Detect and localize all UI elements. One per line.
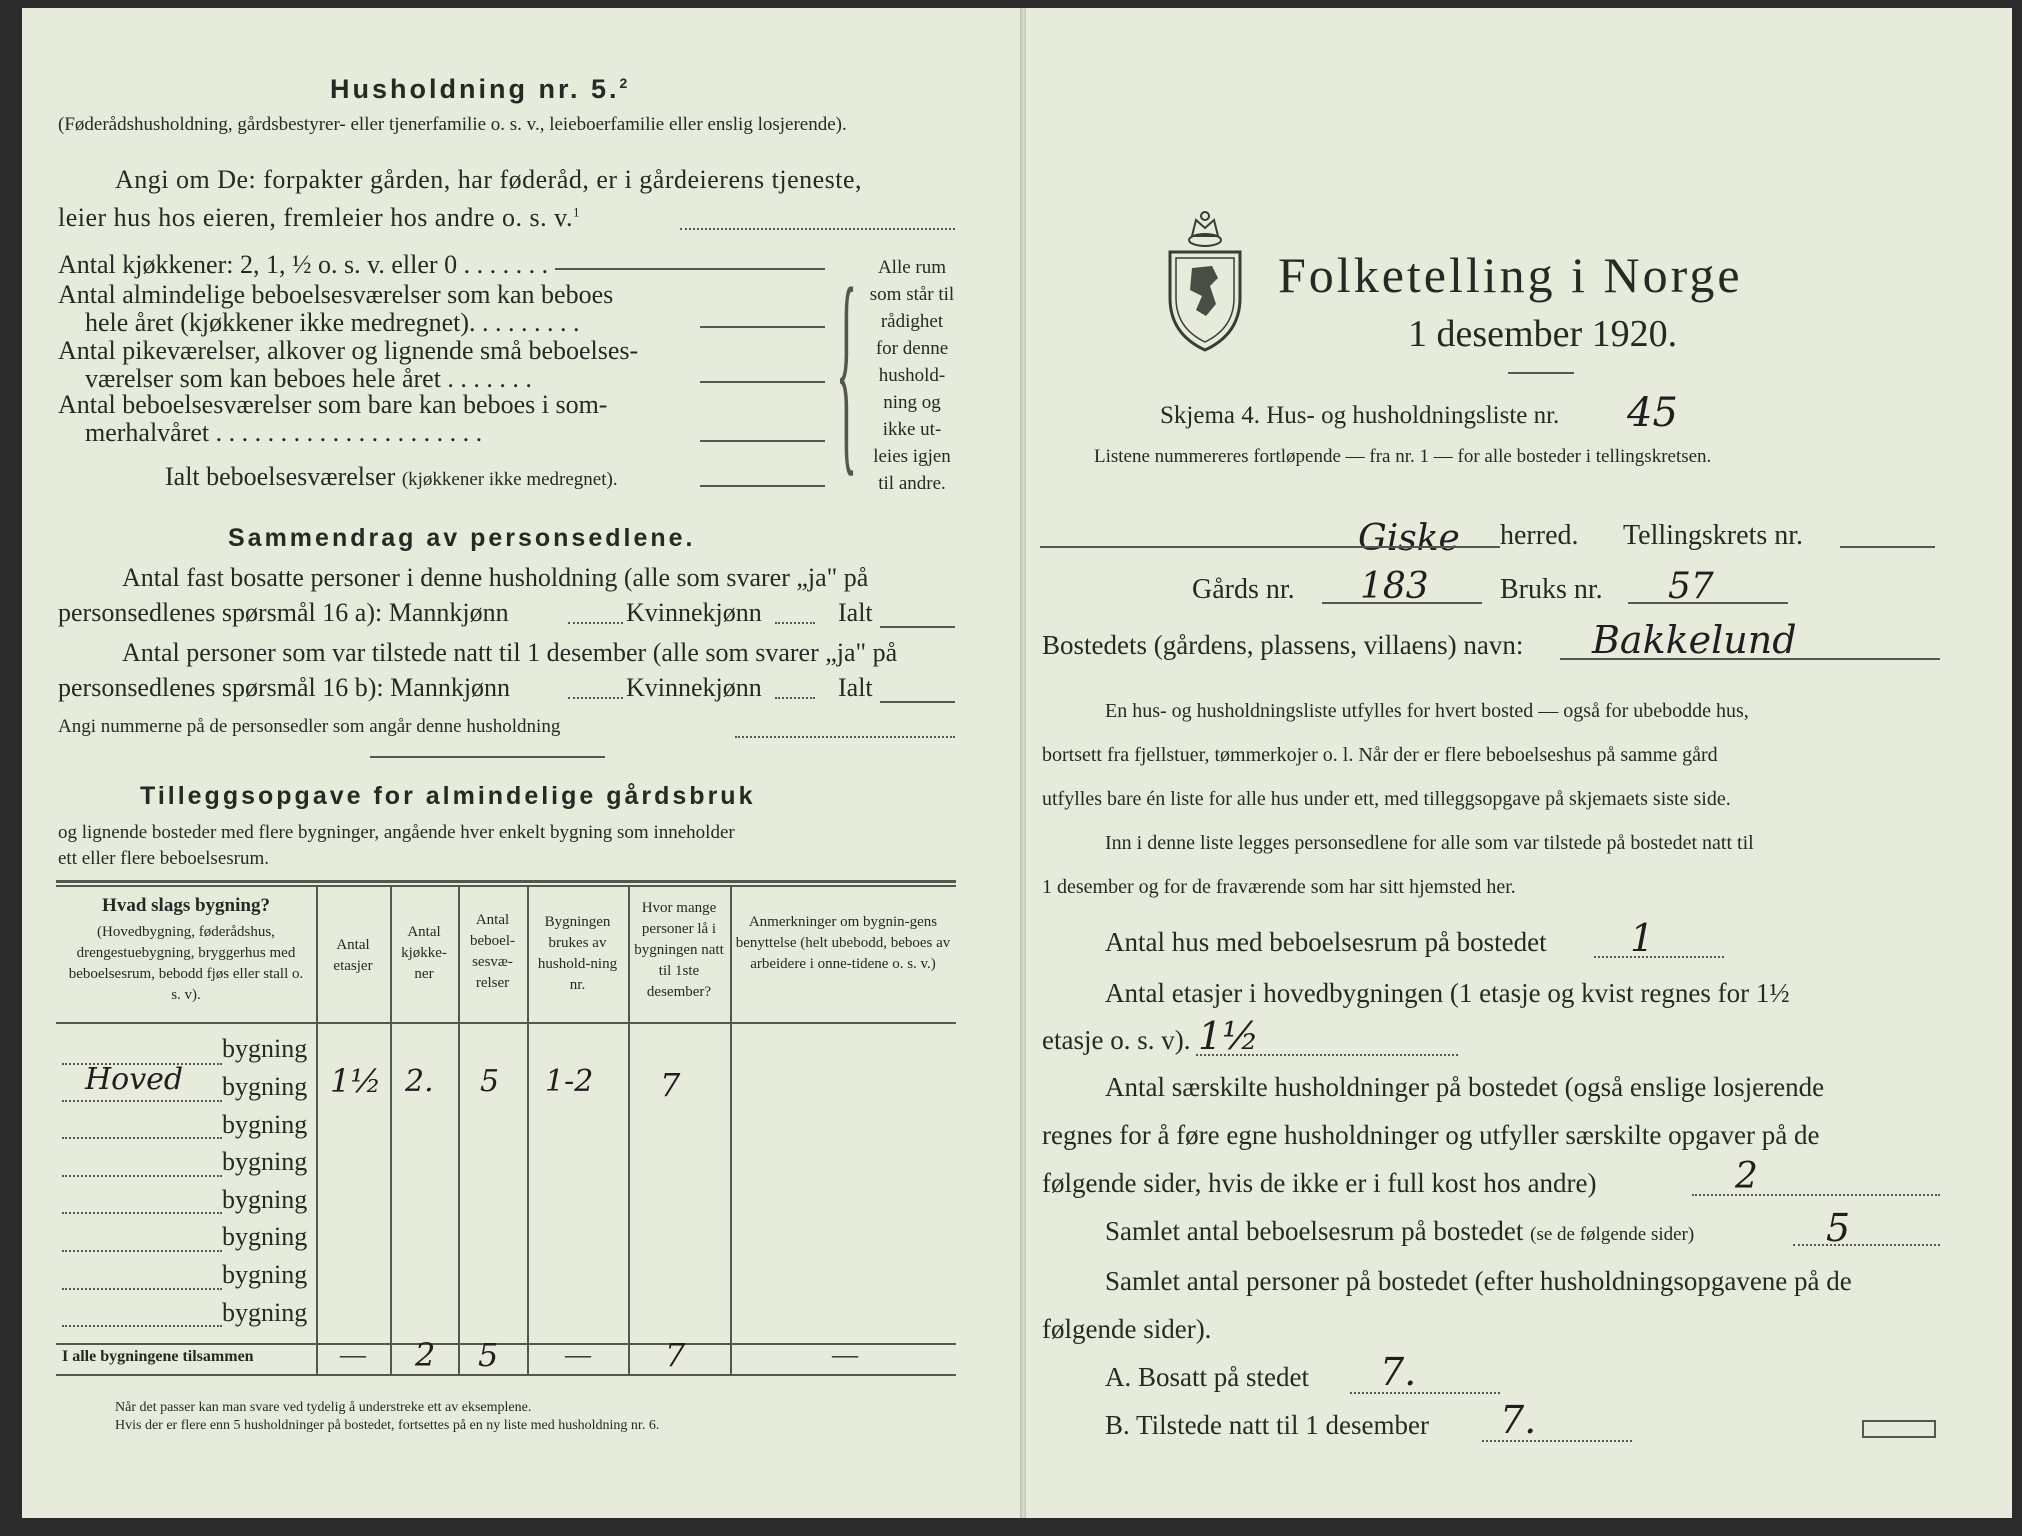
angi-line-1: Angi om De: forpakter gården, har føderåd, er i gårdeierens tjeneste, [115, 165, 863, 194]
table-top-rule-2 [56, 885, 956, 887]
summary-a-line-1: Antal fast bosatte personer i denne husholdning (alle som svarer „ja" på [122, 563, 869, 592]
table-header-rule [56, 1022, 956, 1024]
samlet-pers-line-1: Samlet antal personer på bostedet (efter husholdningsopgavene på de [1105, 1266, 1852, 1296]
census-title: Folketelling i Norge [1278, 247, 1743, 303]
hush-line-2: regnes for å føre egne husholdninger og utfyller særskilte opgaver på de [1042, 1120, 1820, 1150]
table-bottom-rule [56, 1374, 956, 1376]
herred-fill[interactable] [1040, 546, 1500, 548]
row-5-suffix: bygning [222, 1185, 308, 1214]
col-divider-6 [730, 885, 732, 1374]
skjema-number: 45 [1627, 390, 1678, 436]
rooms-line-5: værelser som kan beboes hele året . . . . . . . [85, 364, 532, 393]
col-divider-5 [628, 885, 630, 1374]
summary-b-male-fill[interactable] [568, 697, 623, 699]
rooms-line-7: merhalvåret . . . . . . . . . . . . . . . . . . . . . [85, 418, 483, 447]
antal-hus-value: 1 [1630, 916, 1655, 960]
summary-a-line-2: personsedlenes spørsmål 16 a): Mannkjønn [58, 598, 509, 627]
summary-b-female-label: Kvinnekjønn [626, 673, 762, 702]
bruks-label: Bruks nr. [1500, 574, 1603, 605]
rooms-fill-1[interactable] [700, 326, 825, 328]
col-divider-1 [316, 885, 318, 1374]
rooms-brace: { [836, 242, 858, 498]
tilstede-fill[interactable] [1482, 1440, 1632, 1442]
hush-line-3: følgende sider, hvis de ikke er i full kost hos andre) [1042, 1168, 1597, 1198]
tillegg-text-2: ett eller flere beboelsesrum. [58, 848, 270, 869]
census-date: 1 desember 1920. [1408, 313, 1678, 355]
bosatt-label: A. Bosatt på stedet [1105, 1362, 1309, 1392]
samlet-rum-value: 5 [1826, 1206, 1851, 1250]
rooms-line-4: Antal pikeværelser, alkover og lignende små beboelses- [58, 336, 639, 365]
nummerne-line: Angi nummerne på de personsedler som angår denne husholdning [58, 716, 561, 737]
gards-fill[interactable] [1322, 602, 1482, 604]
bosted-value: Bakkelund [1592, 618, 1797, 662]
bosatt-value: 7. [1380, 1350, 1417, 1394]
herred-value: Giske [1358, 518, 1460, 559]
total-husholdning: — [565, 1340, 591, 1369]
herred-label: herred. [1500, 520, 1579, 551]
gards-value: 183 [1360, 566, 1429, 607]
th-kjokkener: Antal kjøkke-ner [401, 924, 447, 982]
rooms-fill-3[interactable] [700, 440, 825, 442]
col-divider-3 [458, 885, 460, 1374]
th-anmerkninger: Anmerkninger om bygnin-gens benyttelse (helt ubebodd, beboes av arbeidere i onne-tidene o. s. v.) [735, 914, 951, 972]
row-4-suffix: bygning [222, 1147, 308, 1176]
rooms-line-3: hele året (kjøkkener ikke medregnet). . . . . . . . . [85, 308, 580, 337]
summary-a-ialt-fill[interactable] [880, 626, 955, 628]
row-3-suffix: bygning [222, 1110, 308, 1139]
row-8-suffix: bygning [222, 1298, 308, 1327]
para1-line-3: utfylles bare én liste for alle hus under ett, med tilleggsopgave på skjemaets siste side. [1042, 788, 1731, 810]
bruks-value: 57 [1668, 566, 1714, 607]
summary-b-line-2: personsedlenes spørsmål 16 b): Mannkjønn [58, 673, 511, 702]
th-personer: Hvor mange personer lå i bygningen natt til 1ste desember? [634, 900, 724, 1000]
nummerne-underline [370, 756, 605, 758]
bosatt-fill[interactable] [1350, 1392, 1500, 1394]
samlet-rum-fill[interactable] [1793, 1244, 1940, 1246]
summary-title: Sammendrag av personsedlene. [228, 524, 696, 552]
kitchen-fill[interactable] [555, 268, 825, 270]
summary-a-female-fill[interactable] [775, 622, 815, 624]
tillegg-title: Tilleggsopgave for almindelige gårdsbruk [140, 782, 756, 810]
antal-hus-label: Antal hus med beboelsesrum på bostedet [1105, 927, 1547, 957]
etasjer-line-2: etasje o. s. v). [1042, 1025, 1191, 1055]
tellingskrets-label: Tellingskrets nr. [1623, 520, 1804, 551]
row-2-etasjer: 1½ [330, 1062, 382, 1100]
household-title: Husholdning nr. 5.$^2$ [330, 74, 631, 104]
row-2-personer: 7 [660, 1066, 681, 1104]
summary-a-female-label: Kvinnekjønn [626, 598, 762, 627]
tilstede-label: B. Tilstede natt til 1 desember [1105, 1410, 1429, 1440]
total-kjokkener: 2 [415, 1336, 436, 1374]
total-etasjer: — [340, 1340, 366, 1369]
total-label: I alle bygningene tilsammen [62, 1348, 254, 1365]
row-2-kjokkener: 2. [405, 1064, 434, 1099]
ialt-rooms: Ialt beboelsesværelser (kjøkkener ikke medregnet). [165, 462, 618, 491]
row-2-suffix: bygning [222, 1072, 308, 1101]
para1-line-1: En hus- og husholdningsliste utfylles for hvert bosted — også for ubebodde hus, [1105, 700, 1749, 722]
total-rum: 5 [478, 1336, 499, 1374]
row-7-suffix: bygning [222, 1260, 308, 1289]
bosted-fill[interactable] [1560, 658, 1940, 660]
bruks-fill[interactable] [1628, 602, 1788, 604]
etasjer-value: 1½ [1198, 1014, 1260, 1058]
tellingskrets-fill[interactable] [1840, 546, 1935, 548]
page-fold [1020, 8, 1026, 1518]
skjema-line: Skjema 4. Hus- og husholdningsliste nr. [1160, 402, 1560, 429]
row-6-name-fill[interactable] [62, 1250, 222, 1252]
angi-fill[interactable] [680, 228, 955, 230]
rooms-fill-2[interactable] [700, 381, 825, 383]
row-1-suffix: bygning [222, 1034, 308, 1063]
hush-line-1: Antal særskilte husholdninger på bostedet (også enslige losjerende [1105, 1072, 1825, 1102]
listene-note: Listene nummereres fortløpende — fra nr. 1 — for alle bosteder i tellingskretsen. [1094, 446, 1712, 467]
household-subtitle: (Føderådshusholdning, gårdsbestyrer- eller tjenerfamilie o. s. v., leieboerfamilie eller enslig losjerende). [58, 114, 847, 135]
date-rule [1508, 372, 1574, 374]
rooms-line-6: Antal beboelsesværelser som bare kan beboes i som- [58, 390, 608, 419]
etasjer-line-1: Antal etasjer i hovedbygningen (1 etasje og kvist regnes for 1½ [1105, 978, 1790, 1008]
row-8-name-fill[interactable] [62, 1325, 222, 1327]
table-total-rule [56, 1343, 956, 1345]
row-2-name-fill[interactable] [62, 1100, 222, 1102]
antal-hus-fill[interactable] [1594, 956, 1724, 958]
row-7-name-fill[interactable] [62, 1288, 222, 1290]
row-4-name-fill[interactable] [62, 1175, 222, 1177]
th-husholdning: Bygningen brukes av hushold-ning nr. [537, 914, 618, 993]
table-top-rule [56, 880, 956, 883]
rooms-sidenote: Alle rum som står til rådighet for denne hushold- ning og ikke ut- leies igjen til andre. [869, 257, 955, 494]
printer-stamp [1862, 1420, 1936, 1438]
etasjer-fill[interactable] [1196, 1054, 1458, 1056]
angi-line-2: leier hus hos eieren, fremleier hos andre o. s. v.$^1$ [58, 203, 580, 232]
total-anmerkninger: — [832, 1340, 858, 1369]
samlet-pers-line-2: følgende sider). [1042, 1314, 1212, 1344]
hush-fill[interactable] [1692, 1194, 1940, 1196]
col-divider-2 [390, 885, 392, 1374]
left-page [22, 8, 1022, 1518]
summary-a-ialt-label: Ialt [838, 598, 873, 627]
th-building-type-note: (Hovedbygning, føderådshus, drengestuebygning, bryggerhus med beboelsesrum, bebodd fjøs eller stall o. s. v). [68, 924, 304, 1003]
col-divider-4 [527, 885, 529, 1374]
summary-b-female-fill[interactable] [775, 697, 815, 699]
row-3-name-fill[interactable] [62, 1137, 222, 1139]
footnote-1: Når det passer kan man svare ved tydelig å understreke ett av eksemplene. [115, 1400, 532, 1415]
rooms-kitchen: Antal kjøkkener: 2, 1, ½ o. s. v. eller 0 . . . . . . . [58, 250, 549, 279]
ialt-rooms-fill[interactable] [700, 485, 825, 487]
total-personer: 7 [665, 1336, 686, 1374]
bosted-label: Bostedets (gårdens, plassens, villaens) navn: [1042, 630, 1524, 660]
nummerne-fill[interactable] [735, 736, 955, 738]
para2-line-1: Inn i denne liste legges personsedlene for alle som var tilstede på bostedet natt til [1105, 832, 1754, 854]
rooms-line-2: Antal almindelige beboelsesværelser som kan beboes [58, 280, 614, 309]
summary-b-ialt-label: Ialt [838, 673, 873, 702]
footnote-2: Hvis der er flere enn 5 husholdninger på bostedet, fortsettes på en ny liste med husholdning nr. 6. [115, 1418, 660, 1433]
tillegg-text-1: og lignende bosteder med flere bygninger, angående hver enkelt bygning som inneholder [58, 822, 735, 843]
row-2-rum: 5 [480, 1064, 500, 1099]
tilstede-value: 7. [1500, 1398, 1537, 1442]
row-5-name-fill[interactable] [62, 1212, 222, 1214]
para2-line-2: 1 desember og for de fraværende som har sitt hjemsted her. [1042, 876, 1516, 898]
row-2-husholdning: 1-2 [545, 1064, 594, 1099]
summary-b-ialt-fill[interactable] [880, 701, 955, 703]
hush-value: 2 [1735, 1156, 1758, 1197]
gards-label: Gårds nr. [1192, 574, 1295, 605]
row-6-suffix: bygning [222, 1222, 308, 1251]
para1-line-2: bortsett fra fjellstuer, tømmerkojer o. l. Når der er flere beboelseshus på samme gård [1042, 744, 1718, 766]
th-beboelsesvaerelser: Antal beboel-sesvæ-relser [470, 912, 515, 991]
summary-b-line-1: Antal personer som var tilstede natt til 1 desember (alle som svarer „ja" på [122, 638, 898, 667]
th-building-type: Hvad slags bygning? [102, 895, 270, 916]
coat-of-arms [1162, 206, 1248, 359]
samlet-rum-label: Samlet antal beboelsesrum på bostedet (se de følgende sider) [1105, 1216, 1695, 1246]
th-etasjer: Antal etasjer [333, 937, 373, 974]
summary-a-male-fill[interactable] [568, 622, 623, 624]
row-2-name: Hoved [85, 1062, 184, 1097]
